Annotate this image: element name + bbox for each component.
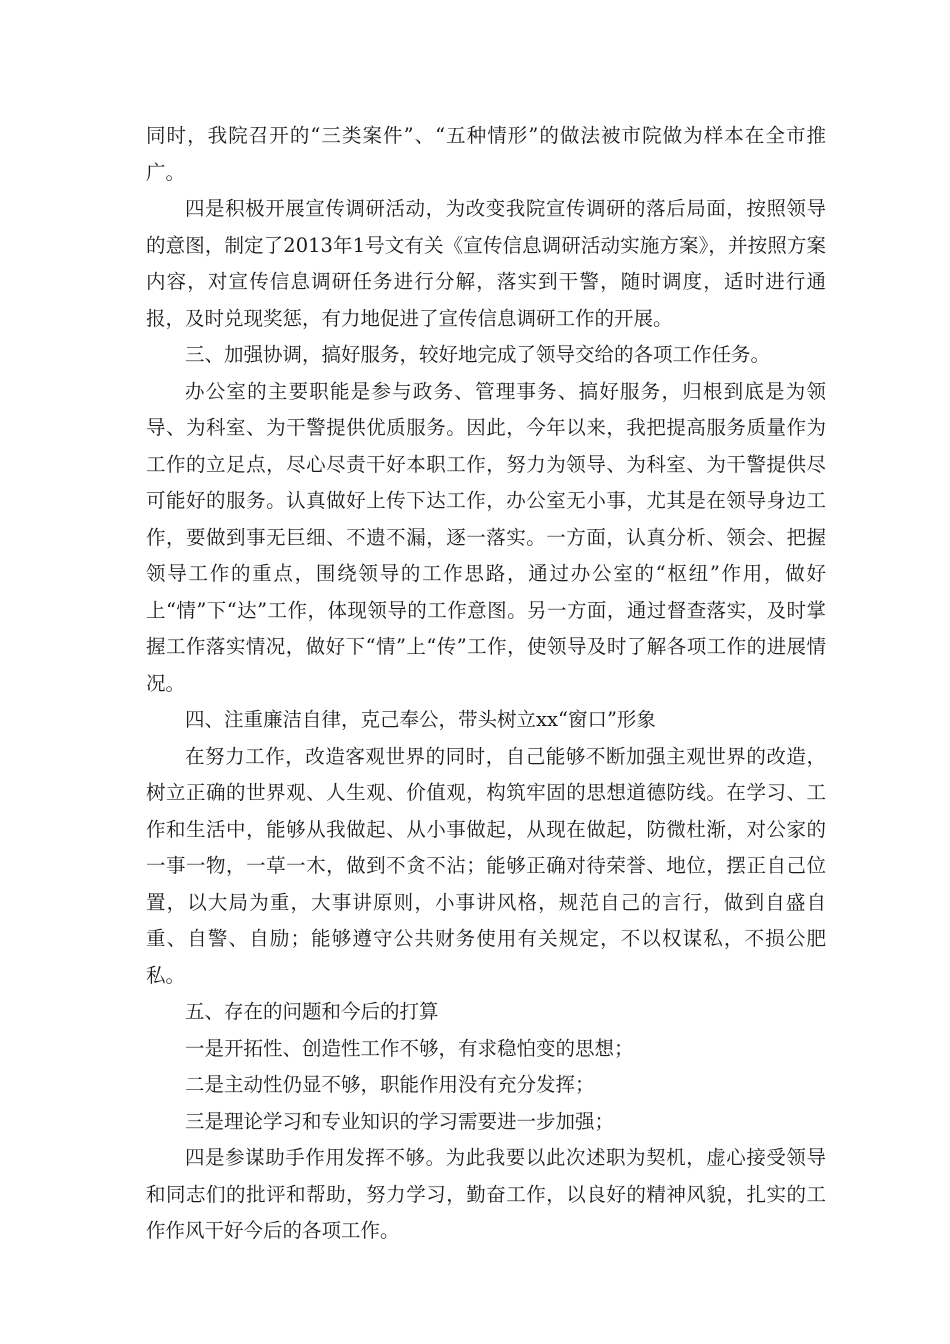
- paragraph-publicity-research: 四是积极开展宣传调研活动，为改变我院宣传调研的落后局面，按照领导的意图，制定了2013年1号文有关《宣传信息调研活动实施方案》，并按照方案内容，对宣传信息调研任务进行分解，落实到干警，随时调度，适时进行通报，及时兑现奖惩，有力地促进了宣传信息调研工作的开展。: [146, 197, 826, 330]
- section-heading-coordination: 三、加强协调，搞好服务，较好地完成了领导交给的各项工作任务。: [185, 343, 771, 366]
- paragraph-office-duties: 办公室的主要职能是参与政务、管理事务、搞好服务，归根到底是为领导、为科室、为干警提供优质服务。因此，今年以来，我把提高服务质量作为工作的立足点，尽心尽责干好本职工作，努力为领导、为科室、为干警提供尽可能好的服务。认真做好上传下达工作，办公室无小事，尤其是在领导身边工作，要做到事无巨细、不遗不漏，逐一落实。一方面，认真分析、领会、把握领导工作的重点，围绕领导的工作思路，通过办公室的“枢纽”作用，做好上“情”下“达”工作，体现领导的工作意图。另一方面，通过督查落实，及时掌握工作落实情况，做好下“情”上“传”工作，使领导及时了解各项工作的进展情况。: [146, 379, 826, 695]
- section-heading-integrity: 四、注重廉洁自律，克己奉公，带头树立xx“窗口”形象: [185, 708, 656, 731]
- section-heading-problems: 五、存在的问题和今后的打算: [185, 1000, 439, 1023]
- paragraph-continuation: 同时，我院召开的“三类案件”、“五种情形”的做法被市院做为样本在全市推广。: [146, 124, 826, 184]
- problem-item-1: 一是开拓性、创造性工作不够，有求稳怕变的思想；: [185, 1036, 634, 1060]
- paragraph-integrity: 在努力工作，改造客观世界的同时，自己能够不断加强主观世界的改造，树立正确的世界观、人生观、价值观，构筑牢固的思想道德防线。在学习、工作和生活中，能够从我做起、从小事做起，从现在做起，防微杜渐，对公家的一事一物，一草一木，做到不贪不沾；能够正确对待荣誉、地位，摆正自己位置，以大局为重，大事讲原则，小事讲风格，规范自己的言行，做到自盛自重、自警、自励；能够遵守公共财务使用有关规定，不以权谋私，不损公肥私。: [146, 744, 826, 987]
- problem-item-2: 二是主动性仍显不够，职能作用没有充分发挥；: [185, 1073, 595, 1096]
- problem-item-4: 四是参谋助手作用发挥不够。为此我要以此次述职为契机，虚心接受领导和同志们的批评和帮助，努力学习，勤奋工作，以良好的精神风貌，扎实的工作作风干好今后的各项工作。: [146, 1146, 826, 1242]
- document-body: [146, 118, 826, 1250]
- problem-item-3: 三是理论学习和专业知识的学习需要进一步加强；: [185, 1109, 615, 1133]
